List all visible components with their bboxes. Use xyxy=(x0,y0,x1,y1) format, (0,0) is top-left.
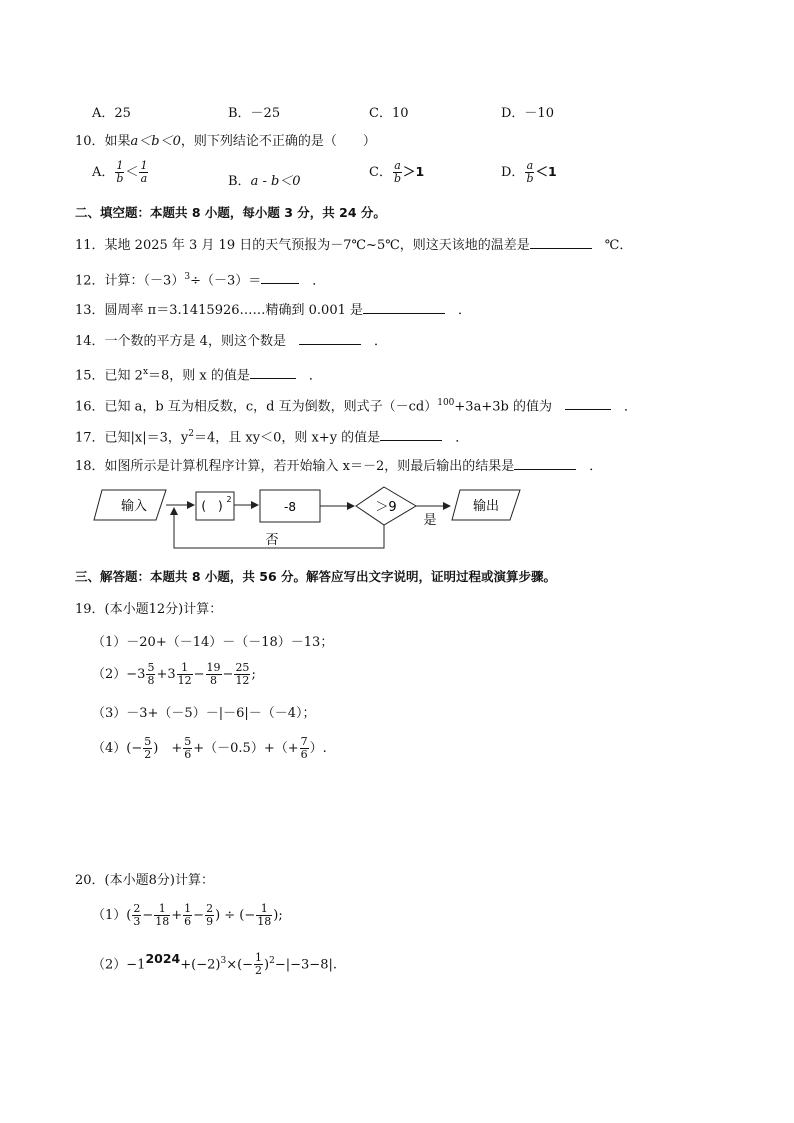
fraction-1-18: $\frac{1}{18}$ xyxy=(257,902,272,928)
q20-part-2 xyxy=(92,944,337,980)
q10-option-a-label: A． xyxy=(92,165,115,180)
q19-part-1: （1）－20+（－14）－（－18）－13； xyxy=(92,635,334,650)
q9-option-c: C．10 xyxy=(369,106,409,121)
q13-tail: ． xyxy=(458,303,472,318)
answer-blank[interactable] xyxy=(250,365,296,379)
fraction-5-8: $\frac{5}{8}$ xyxy=(147,661,155,687)
q19-part-4-label: （4） xyxy=(92,741,127,756)
input-label: 输入 xyxy=(120,499,148,514)
q16-post: +3a+3b 的值为 xyxy=(454,399,552,415)
yes-label: 是 xyxy=(423,513,437,528)
no-label: 否 xyxy=(265,533,279,548)
q20-exp-2: 3 xyxy=(220,956,227,966)
q10-stem-tail: ，则下列结论不正确的是（ ） xyxy=(180,134,376,149)
q10-option-d-rel: ＜1 xyxy=(535,164,557,179)
question-12 xyxy=(75,268,325,290)
q10-option-c xyxy=(369,160,424,185)
q15-pre: 15．已知 2 xyxy=(75,368,143,384)
answer-blank[interactable] xyxy=(380,427,442,441)
fraction-1-over-b: $\frac{1}{b}$ xyxy=(116,159,124,185)
q12-post: ÷（－3）＝ xyxy=(190,273,262,289)
q10-option-c-rel: ＞1 xyxy=(403,164,425,179)
q20-expr-a: −1 xyxy=(126,957,146,973)
q20-expr-e: −|−3−8|. xyxy=(274,957,337,973)
q16-pre: 16．已知 a，b 互为相反数，c，d 互为倒数，则式子（－cd） xyxy=(75,399,438,415)
decision-label: ＞9 xyxy=(375,500,397,515)
q20-part-1: （1）( $\frac{2}{3}$ − $\frac{1}{18}$ + $\frac{1}{6}$ − $\frac{2}{9}$ ) ÷ (− $\frac{1}{18}$ ); xyxy=(92,902,283,928)
loop-back-line xyxy=(174,508,384,548)
fraction-2-3: $\frac{2}{3}$ xyxy=(133,902,141,928)
program-flowchart xyxy=(90,486,530,556)
q19-part-2: （2）−3 $\frac{5}{8}$ +3 $\frac{1}{12}$ − $\frac{19}{8}$ − $\frac{25}{12}$ ; xyxy=(92,661,256,687)
fraction-5-6: $\frac{5}{6}$ xyxy=(184,735,192,761)
fraction-1-12: $\frac{1}{12}$ xyxy=(177,661,192,687)
q20-part-2-label: （2） xyxy=(92,957,127,973)
q14-text: 14．一个数的平方是 4，则这个数是 xyxy=(75,334,286,349)
fraction-1-2: $\frac{1}{2}$ xyxy=(255,951,263,978)
q19-part-4-end: ）. xyxy=(309,741,327,756)
minus-label: -8 xyxy=(284,500,296,514)
question-11 xyxy=(75,235,632,255)
q19-part-3: （3）－3+（－5）－|－6|－（－4）； xyxy=(92,706,316,721)
q10-option-b-expr: a - b＜0 xyxy=(250,174,301,189)
question-10 xyxy=(75,133,376,151)
q20-part-1-label: （1） xyxy=(92,908,127,923)
q11-text: 11．某地 2025 年 3 月 19 日的天气预报为－7℃~5℃，则这天该地的温差是 xyxy=(75,238,530,253)
answer-blank[interactable] xyxy=(261,270,299,284)
answer-blank[interactable] xyxy=(299,331,361,345)
q18-text: 18．如图所示是计算机程序计算，若开始输入 x＝－2，则最后输出的结果是 xyxy=(75,459,515,474)
question-17 xyxy=(75,425,468,447)
q11-tail: ℃． xyxy=(604,238,633,253)
q20-exp-1: 2024 xyxy=(145,951,181,966)
q20-expr-d: ) xyxy=(264,957,270,973)
square-exponent: 2 xyxy=(226,495,232,504)
question-14 xyxy=(75,331,387,351)
fraction-a-over-b: $\frac{a}{b}$ xyxy=(526,159,534,185)
question-19-title: 19．(本小题12分)计算： xyxy=(75,602,223,617)
answer-blank[interactable] xyxy=(530,235,592,249)
question-20-title: 20．(本小题8分)计算： xyxy=(75,873,214,888)
q10-stem: 10．如果 xyxy=(75,134,131,149)
square-label: ( ) xyxy=(201,499,223,513)
q12-exponent: 3 xyxy=(184,272,191,282)
q10-option-d-label: D． xyxy=(501,165,525,180)
q17-pre: 17．已知|x|＝3，y xyxy=(75,430,189,446)
q10-option-a: A． $\frac{1}{b}$ ＜ $\frac{1}{a}$ xyxy=(92,159,148,185)
section-heading-fill-in: 二、填空题：本题共 8 小题，每小题 3 分，共 24 分。 xyxy=(75,205,386,220)
output-label: 输出 xyxy=(472,499,500,514)
question-16 xyxy=(75,394,637,416)
question-13 xyxy=(75,300,471,320)
fraction-a-over-b: $\frac{a}{b}$ xyxy=(393,159,401,185)
q19-part-4-mid: （－0.5）+（+ xyxy=(204,741,299,756)
q10-option-d xyxy=(501,160,557,185)
section-heading-solutions: 三、解答题：本题共 8 小题，共 56 分。解答应写出文字说明，证明过程或演算步骤。 xyxy=(75,569,557,584)
fraction-5-2: $\frac{5}{2}$ xyxy=(144,735,152,761)
q20-exp-3: 2 xyxy=(269,956,275,966)
q12-tail: ． xyxy=(312,273,326,289)
q16-tail: ． xyxy=(623,399,637,415)
q10-option-c-label: C． xyxy=(369,165,392,180)
q10-option-b-label: B． xyxy=(228,174,251,189)
q15-tail: ． xyxy=(308,368,322,384)
fraction-1-6: $\frac{1}{6}$ xyxy=(184,902,192,928)
fraction-19-8: $\frac{19}{8}$ xyxy=(206,661,221,687)
q12-pre: 12．计算：（－3） xyxy=(75,273,185,289)
q10-condition: a＜b＜0 xyxy=(130,134,181,149)
q13-text: 13．圆周率 π＝3.1415926……精确到 0.001 是 xyxy=(75,303,363,318)
fraction-1-18: $\frac{1}{18}$ xyxy=(155,902,170,928)
q15-post: ＝8，则 x 的值是 xyxy=(148,368,250,384)
q9-option-d: D．－10 xyxy=(501,106,554,121)
answer-blank[interactable] xyxy=(363,300,445,314)
q19-part-4: （4）(− $\frac{5}{2}$ ) + $\frac{5}{6}$ +（－0.5）+（+ $\frac{7}{6}$ ）. xyxy=(92,735,327,761)
q16-exponent: 100 xyxy=(437,398,455,408)
q17-tail: ． xyxy=(455,430,469,446)
answer-blank[interactable] xyxy=(565,396,611,410)
q9-option-a: A．25 xyxy=(92,106,131,121)
q18-tail: ． xyxy=(589,459,603,474)
q17-post: ＝4，且 xy＜0，则 x+y 的值是 xyxy=(193,430,381,446)
fraction-7-6: $\frac{7}{6}$ xyxy=(300,735,308,761)
answer-blank[interactable] xyxy=(514,456,576,470)
fraction-25-12: $\frac{25}{12}$ xyxy=(235,661,250,687)
q20-expr-c: ×(− xyxy=(226,957,254,973)
fraction-1-over-a: $\frac{1}{a}$ xyxy=(140,159,148,185)
fraction-2-9: $\frac{2}{9}$ xyxy=(206,902,214,928)
q14-tail: ． xyxy=(373,334,387,349)
q10-option-b xyxy=(228,170,301,189)
q19-part-2-label: （2） xyxy=(92,667,127,682)
q20-expr-b: +(−2) xyxy=(180,957,221,973)
q15-exponent: x xyxy=(142,367,149,377)
question-18 xyxy=(75,456,602,476)
q9-option-b: B．－25 xyxy=(228,106,281,121)
q17-exponent: 2 xyxy=(188,429,194,439)
question-15 xyxy=(75,363,322,385)
